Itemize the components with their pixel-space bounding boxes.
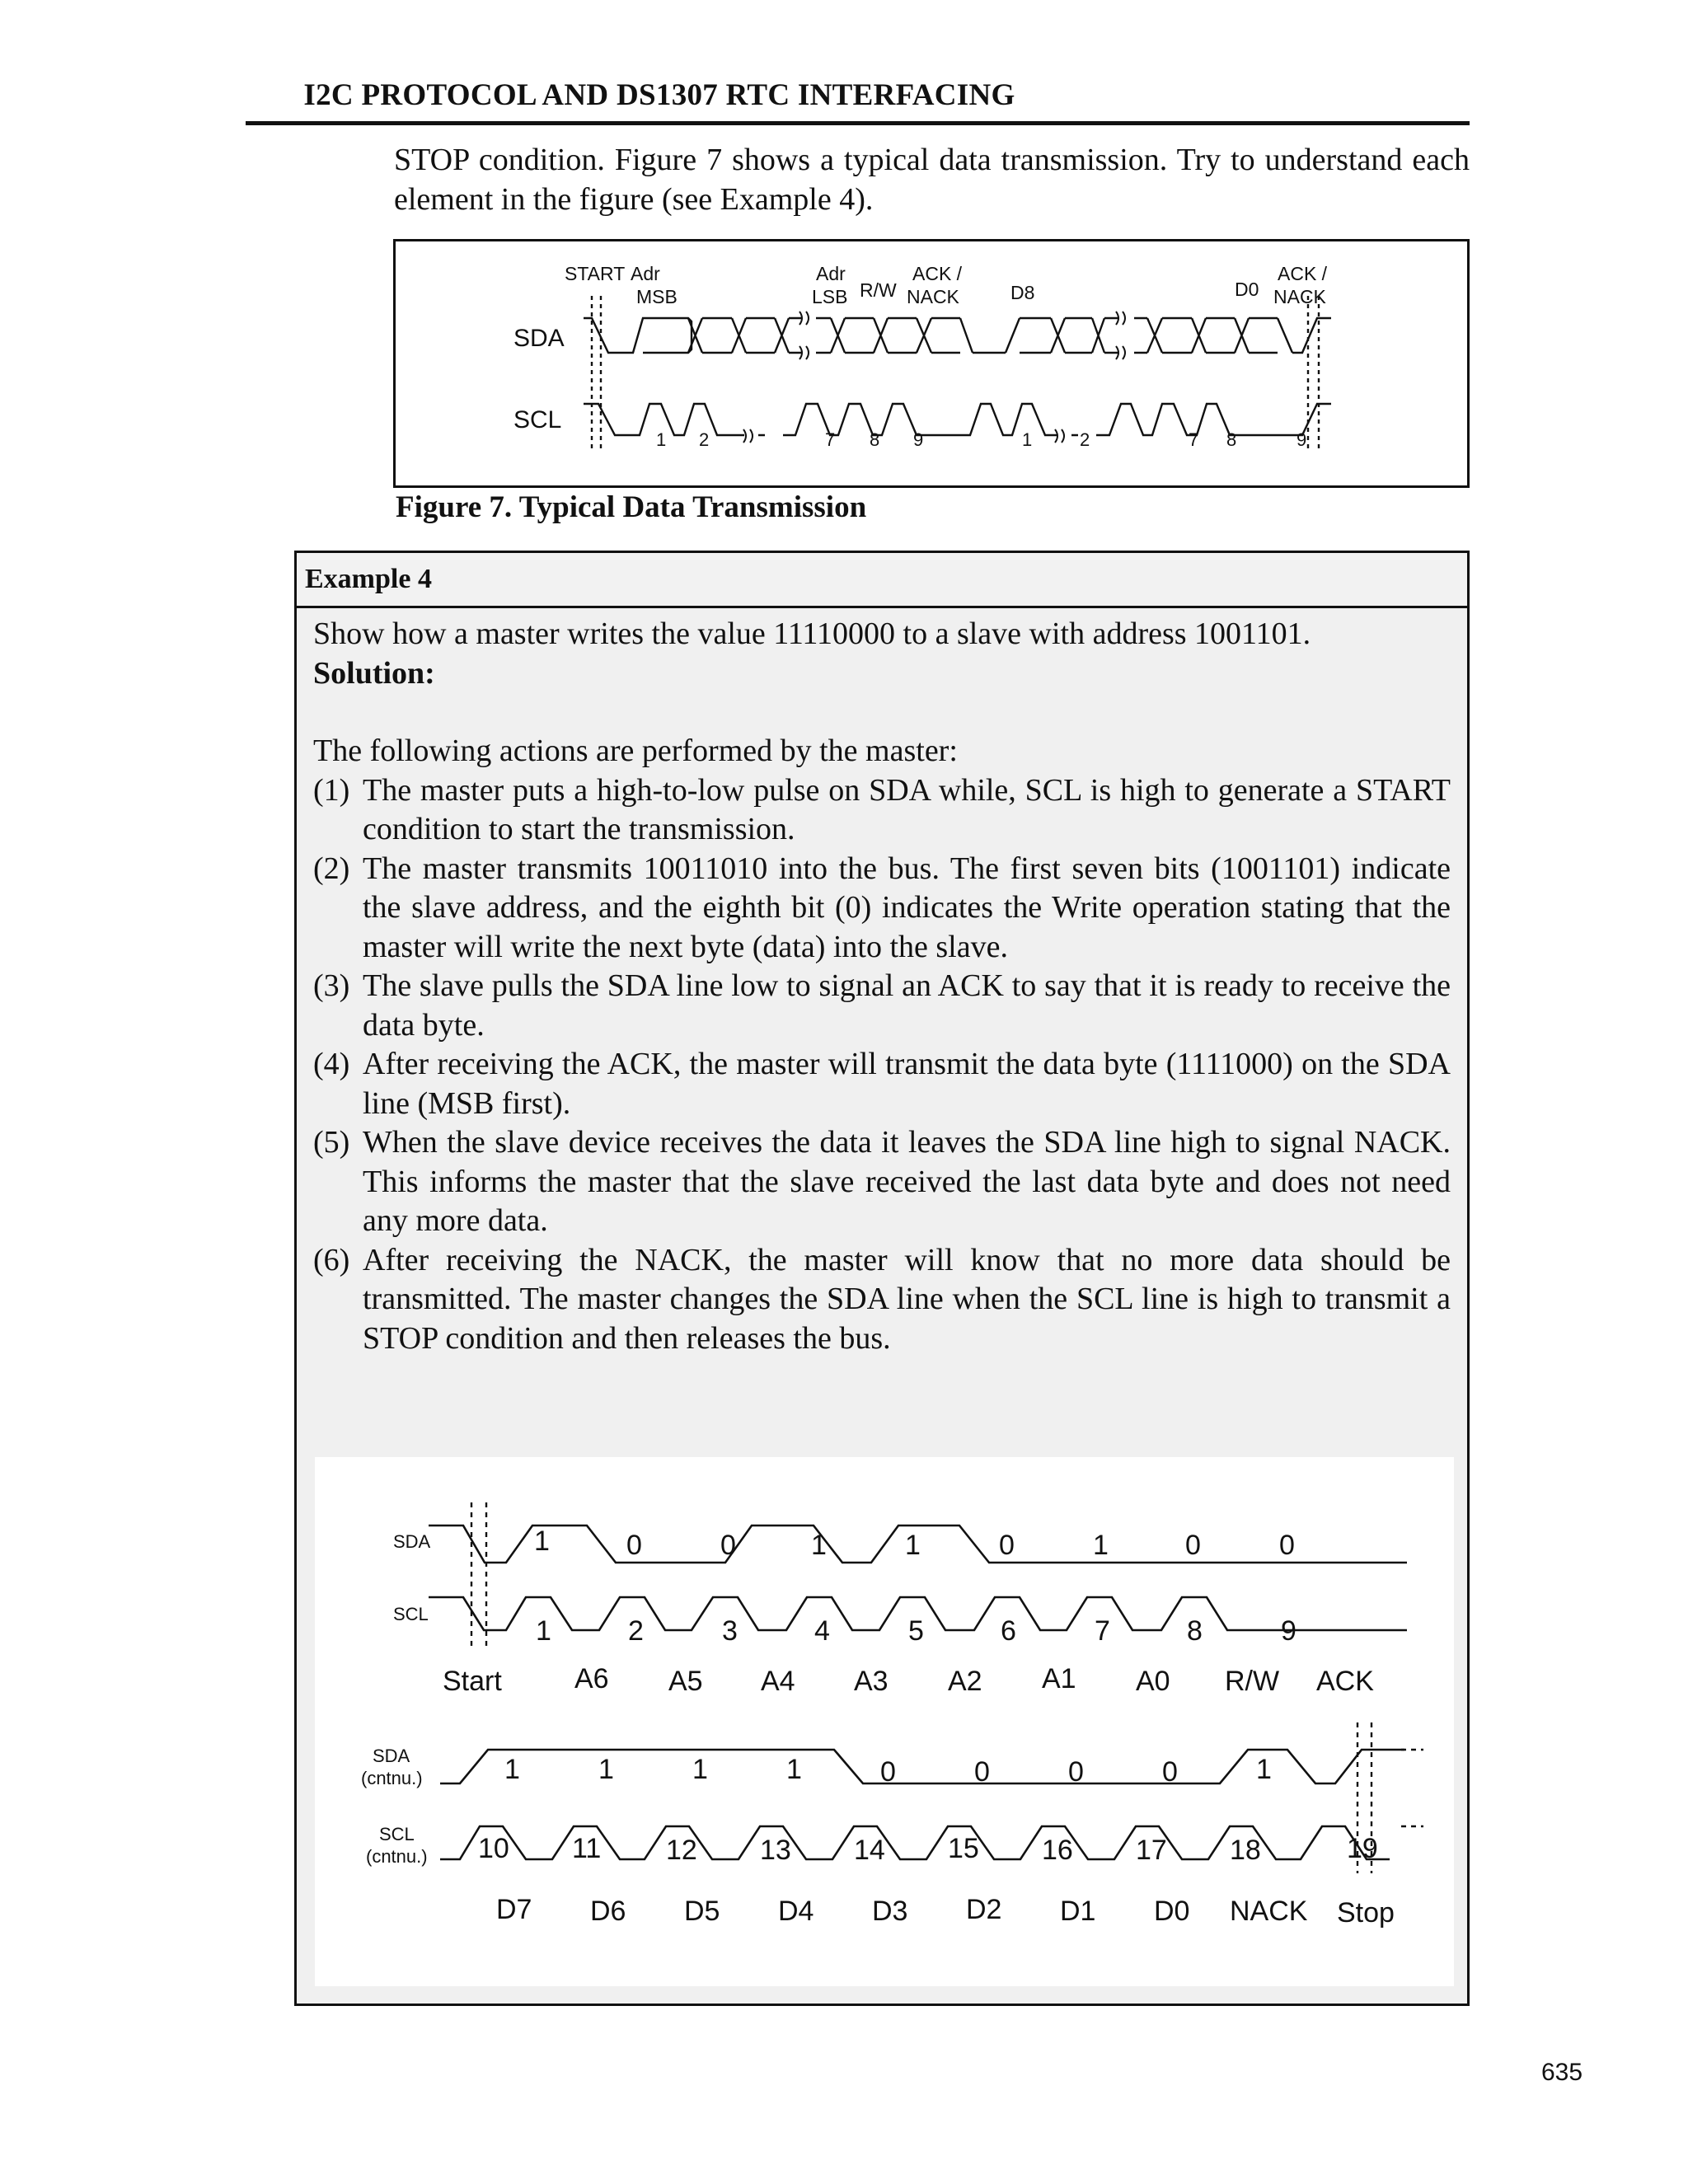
ex-row1-bit: 1 [534, 1526, 550, 1557]
list-item [313, 771, 1451, 850]
ex-sda-label: SDA [393, 1531, 431, 1552]
ex-row2-bit: 1 [1256, 1754, 1272, 1785]
fig7-scl-line [584, 404, 1331, 435]
list-item [313, 1045, 1451, 1123]
ex-row2-clock: 13 [760, 1835, 791, 1866]
ex-row1-bit: 1 [905, 1530, 921, 1561]
ex-row1-clock: 8 [1187, 1615, 1203, 1647]
ex-row2-name: D4 [778, 1896, 814, 1927]
ex-row1-name: A6 [574, 1663, 609, 1694]
ex-row1-name: Start [443, 1666, 502, 1697]
ex-row2-bit: 0 [974, 1756, 990, 1788]
fig7-label-adr-lsb-1: Adr [816, 263, 846, 284]
solution-label: Solution: [313, 655, 435, 691]
step-text: The slave pulls the SDA line low to signal an ACK to say that it is ready to receive the data byte. [363, 968, 1451, 1043]
ex-row1-clock: 5 [908, 1615, 924, 1647]
fig7-label-ack1-2: NACK [907, 286, 959, 307]
fig7-label-rw: R/W [860, 279, 897, 301]
ex-row2-clock: 11 [572, 1833, 602, 1864]
ex-row2-bit: 0 [880, 1756, 896, 1788]
intro-paragraph: STOP condition. Figure 7 shows a typical data transmission. Try to understand each element in the figure (see Example 4). [394, 143, 1470, 217]
fig7-label-ack2-2: NACK [1273, 286, 1326, 307]
fig7-break-marks [743, 312, 1125, 443]
ex-row1-clock: 4 [814, 1615, 830, 1647]
fig7-clock-4: 8 [870, 429, 880, 450]
fig7-label-ack2-1: ACK / [1278, 263, 1328, 284]
ex-row2-name: NACK [1230, 1896, 1308, 1927]
fig7-label-adr-msb-2: MSB [636, 286, 678, 307]
list-item [313, 1123, 1451, 1241]
fig7-label-adr-lsb-2: LSB [812, 286, 848, 307]
ex-scl2-label: SCL [379, 1824, 415, 1844]
fig7-clock-5: 9 [913, 429, 924, 450]
fig7-clock-3: 7 [825, 429, 836, 450]
step-text: The master transmits 10011010 into the bus. The first seven bits (1001101) indicate the slave address, and the eighth bit (0) indicates the Write operation stating that the master will write the next byte (data) into the slave. [363, 851, 1451, 964]
ex-row2-clock: 14 [854, 1835, 885, 1866]
ex-row1-clock: 6 [1001, 1615, 1016, 1647]
example-timing-diagram [315, 1457, 1454, 1986]
ex-row1-bit: 1 [1093, 1530, 1109, 1561]
fig7-label-d0: D0 [1235, 279, 1259, 300]
page-number: 635 [1541, 2059, 1583, 2086]
ex-row1-bit: 0 [720, 1530, 736, 1561]
ex-row2-clock: 17 [1136, 1835, 1167, 1866]
fig7-clock-10: 9 [1296, 429, 1307, 450]
ex-row1-name: A2 [948, 1666, 982, 1697]
figure-7-svg [396, 241, 1467, 485]
list-item [313, 1241, 1451, 1359]
fig7-label-start: START [565, 263, 626, 284]
example-question: Show how a master writes the value 11110000 to a slave with address 1001101. [313, 616, 1311, 651]
ex-row1-name: A0 [1136, 1666, 1170, 1697]
ex-row2-name: D6 [590, 1896, 626, 1927]
fig7-sda-line [584, 318, 692, 353]
step-text: After receiving the ACK, the master will transmit the data byte (1111000) on the SDA line (MSB first). [363, 1047, 1451, 1121]
running-head: I2C PROTOCOL AND DS1307 RTC INTERFACING [303, 78, 1015, 112]
ex-row1-bit: 1 [811, 1530, 827, 1561]
ex-row1-name: A3 [854, 1666, 889, 1697]
example-diagram-svg [315, 1457, 1454, 1986]
ex-row1-clock: 7 [1095, 1615, 1110, 1647]
ex-row2-clock: 15 [948, 1833, 979, 1864]
step-number: (1) [313, 772, 350, 808]
ex-row2-name: D3 [872, 1896, 908, 1927]
ex-row1-name: A1 [1042, 1663, 1076, 1694]
fig7-sda-cells [688, 318, 1331, 353]
ex-scl-label: SCL [393, 1604, 429, 1624]
ex-row1-clock: 3 [722, 1615, 738, 1647]
ex-row2-name: D5 [684, 1896, 720, 1927]
fig7-label-sda: SDA [513, 325, 565, 352]
ex-row2-clock: 12 [666, 1835, 697, 1866]
ex-row2-clock: 10 [478, 1833, 509, 1864]
ex-row2-name: D1 [1060, 1896, 1096, 1927]
ex-row1-bit: 0 [1279, 1530, 1295, 1561]
step-number: (2) [313, 851, 350, 886]
ex-sda2-label: SDA [373, 1746, 410, 1766]
ex-row1-clock: 1 [536, 1615, 551, 1647]
ex-row1-bit: 0 [1185, 1530, 1201, 1561]
ex-row1-name: A4 [761, 1666, 795, 1697]
ex-row2-clock: 19 [1347, 1833, 1378, 1864]
list-item [313, 850, 1451, 968]
step-text: After receiving the NACK, the master will know that no more data should be transmitted. The master changes the SDA line when the SCL line is high to transmit a STOP condition and then releases the bus. [363, 1242, 1451, 1356]
example-4-box [294, 551, 1470, 2006]
list-item [313, 967, 1451, 1045]
ex-row2-name: D7 [496, 1894, 532, 1925]
ex-row2-bit: 1 [504, 1754, 520, 1785]
ex-scl2-label-sub: (cntnu.) [366, 1846, 428, 1867]
fig7-clock-9: 8 [1226, 429, 1237, 450]
ex-row2-bit: 1 [598, 1754, 614, 1785]
example-body [297, 608, 1467, 1358]
fig7-clock-7: 2 [1080, 429, 1090, 450]
actions-intro: The following actions are performed by the master: [313, 733, 958, 768]
ex-row2-bit: 0 [1162, 1756, 1178, 1788]
ex-row1-bit: 0 [999, 1530, 1015, 1561]
fig7-clock-1: 1 [656, 429, 667, 450]
ex-row1-bit: 0 [626, 1530, 642, 1561]
fig7-label-ack1-1: ACK / [912, 263, 963, 284]
ex-row2-bit: 1 [692, 1754, 708, 1785]
ex-row2-clock: 16 [1042, 1835, 1073, 1866]
ex-row2-bit: 0 [1068, 1756, 1084, 1788]
ex-row1-clock: 9 [1281, 1615, 1296, 1647]
step-number: (3) [313, 968, 350, 1003]
figure-7-caption: Figure 7. Typical Data Transmission [396, 490, 867, 524]
fig7-label-scl: SCL [513, 406, 562, 434]
header-rule [246, 121, 1470, 125]
ex-row2-name: D2 [966, 1894, 1002, 1925]
ex-sda2-label-sub: (cntnu.) [361, 1768, 423, 1788]
ex-row2-clock: 18 [1230, 1835, 1261, 1866]
steps-list [313, 771, 1451, 1359]
example-title: Example 4 [297, 553, 1467, 608]
step-number: (5) [313, 1125, 350, 1160]
ex-row1-clock: 2 [628, 1615, 644, 1647]
fig7-label-adr-msb-1: Adr [631, 263, 660, 284]
figure-7-timing-diagram [393, 239, 1470, 488]
fig7-clock-8: 7 [1189, 429, 1199, 450]
ex-row1-name: R/W [1225, 1666, 1280, 1697]
fig7-clock-6: 1 [1022, 429, 1033, 450]
ex-row1-name: ACK [1316, 1666, 1374, 1697]
step-number: (4) [313, 1047, 350, 1081]
fig7-clock-2: 2 [699, 429, 710, 450]
ex-row2-name: Stop [1337, 1897, 1395, 1929]
ex-row1-name: A5 [668, 1666, 703, 1697]
ex-row2-name: D0 [1154, 1896, 1190, 1927]
fig7-label-d8: D8 [1010, 282, 1035, 303]
step-text: The master puts a high-to-low pulse on SDA while, SCL is high to generate a START condition to start the transmission. [363, 772, 1451, 846]
ex-row2-bit: 1 [786, 1754, 802, 1785]
step-number: (6) [313, 1242, 350, 1277]
step-text: When the slave device receives the data it leaves the SDA line high to signal NACK. This informs the master that the slave received the last data byte and does not need any more data. [363, 1125, 1451, 1238]
